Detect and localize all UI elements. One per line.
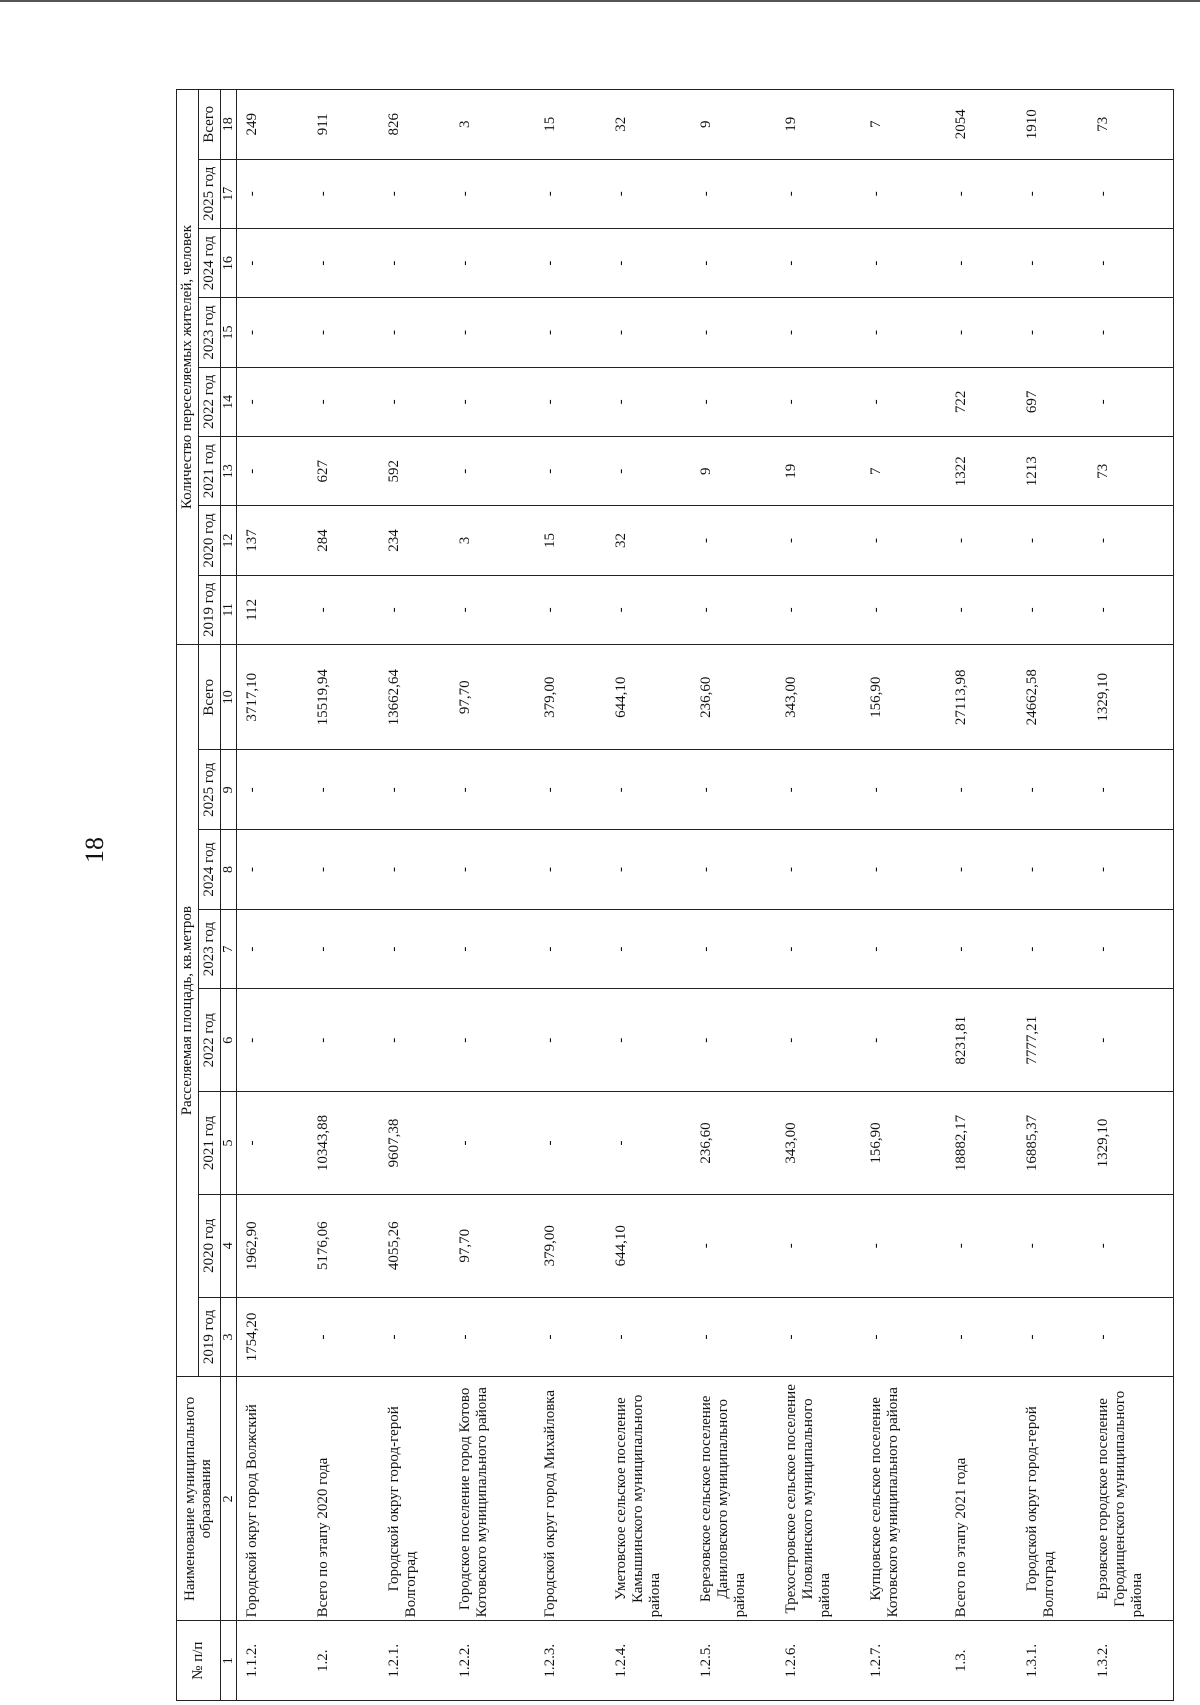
area-cell: - xyxy=(776,989,861,1092)
area-cell: - xyxy=(606,989,691,1092)
header-column-number: 7 xyxy=(220,909,237,989)
municipality-name: Городской округ город-герой Волгоград xyxy=(1017,1377,1088,1621)
people-cell: - xyxy=(1088,506,1174,575)
table-row xyxy=(535,90,606,1701)
area-cell: - xyxy=(1017,909,1088,989)
header-column-number: 8 xyxy=(220,830,237,910)
people-cell: - xyxy=(691,575,776,644)
area-cell: - xyxy=(535,1092,606,1195)
area-cell: - xyxy=(946,830,1017,910)
municipality-name: Всего по этапу 2021 года xyxy=(946,1377,1017,1621)
people-cell: - xyxy=(1017,159,1088,228)
area-cell: - xyxy=(606,830,691,910)
header-people-year: 2024 год xyxy=(198,228,220,297)
people-cell: 911 xyxy=(308,90,379,160)
header-name: Наименование муниципального образования xyxy=(177,1377,221,1621)
people-cell: 3 xyxy=(450,506,535,575)
area-cell: 156,90 xyxy=(861,645,946,750)
people-cell: - xyxy=(691,506,776,575)
row-number: 1.2.6. xyxy=(776,1621,861,1701)
people-cell: - xyxy=(237,298,309,367)
area-cell: 379,00 xyxy=(535,645,606,750)
area-cell: - xyxy=(535,909,606,989)
header-column-number: 14 xyxy=(220,367,237,436)
area-cell: 236,60 xyxy=(691,1092,776,1195)
people-cell: - xyxy=(1088,575,1174,644)
area-cell: - xyxy=(379,989,450,1092)
header-column-number: 18 xyxy=(220,90,237,160)
people-cell: 592 xyxy=(379,437,450,506)
people-cell: - xyxy=(861,506,946,575)
people-cell: - xyxy=(535,367,606,436)
area-cell: - xyxy=(450,1297,535,1377)
header-column-number: 3 xyxy=(220,1297,237,1377)
header-column-numbers xyxy=(220,90,237,1701)
people-cell: 15 xyxy=(535,506,606,575)
people-cell: - xyxy=(946,575,1017,644)
area-cell: - xyxy=(308,989,379,1092)
area-cell: - xyxy=(237,989,309,1092)
area-cell: 8231,81 xyxy=(946,989,1017,1092)
people-cell: 2054 xyxy=(946,90,1017,160)
area-cell: 16885,37 xyxy=(1017,1092,1088,1195)
area-cell: - xyxy=(606,1297,691,1377)
people-cell: - xyxy=(379,228,450,297)
header-column-number: 11 xyxy=(220,575,237,644)
header-column-number: 6 xyxy=(220,989,237,1092)
header-area-year: 2021 год xyxy=(198,1092,220,1195)
header-column-number: 9 xyxy=(220,750,237,830)
people-cell: - xyxy=(450,575,535,644)
header-num: № п/п xyxy=(177,1621,221,1701)
municipality-name: Купцовское сельское поселение Котовского муниципального района xyxy=(861,1377,946,1621)
area-cell: - xyxy=(535,830,606,910)
header-people-year: 2021 год xyxy=(198,437,220,506)
people-cell: - xyxy=(861,159,946,228)
table-body xyxy=(237,90,1174,1701)
people-cell: - xyxy=(535,228,606,297)
area-cell: 4055,26 xyxy=(379,1194,450,1297)
people-cell: - xyxy=(308,159,379,228)
people-cell: - xyxy=(450,437,535,506)
area-cell: - xyxy=(861,1194,946,1297)
header-column-number: 17 xyxy=(220,159,237,228)
row-number: 1.2.2. xyxy=(450,1621,535,1701)
row-number: 1.2. xyxy=(308,1621,379,1701)
row-number: 1.2.1. xyxy=(379,1621,450,1701)
area-cell: 156,90 xyxy=(861,1092,946,1195)
row-number: 1.2.3. xyxy=(535,1621,606,1701)
table-row xyxy=(308,90,379,1701)
table-row xyxy=(776,90,861,1701)
area-cell: 9607,38 xyxy=(379,1092,450,1195)
area-cell: - xyxy=(450,909,535,989)
people-cell: - xyxy=(535,437,606,506)
people-cell: - xyxy=(535,159,606,228)
people-cell: - xyxy=(379,367,450,436)
municipality-name: Ерзовское городское поселение Городищенского муниципального района xyxy=(1088,1377,1174,1621)
area-cell: - xyxy=(1017,830,1088,910)
area-cell: - xyxy=(535,989,606,1092)
people-cell: - xyxy=(776,575,861,644)
table-header xyxy=(177,90,237,1701)
area-cell: - xyxy=(861,989,946,1092)
table-row xyxy=(1017,90,1088,1701)
people-cell: 73 xyxy=(1088,90,1174,160)
people-cell: 73 xyxy=(1088,437,1174,506)
area-cell: - xyxy=(1088,1194,1174,1297)
people-cell: 1213 xyxy=(1017,437,1088,506)
area-cell: - xyxy=(776,909,861,989)
area-cell: 24662,58 xyxy=(1017,645,1088,750)
table-row xyxy=(450,90,535,1701)
area-cell: - xyxy=(691,909,776,989)
area-cell: 15519,94 xyxy=(308,645,379,750)
area-cell: - xyxy=(450,989,535,1092)
people-cell: - xyxy=(606,228,691,297)
header-column-number: 2 xyxy=(220,1377,237,1621)
header-area-year: 2019 год xyxy=(198,1297,220,1377)
area-cell: - xyxy=(450,830,535,910)
municipality-name: Всего по этапу 2020 года xyxy=(308,1377,379,1621)
people-cell: - xyxy=(237,437,309,506)
table-row xyxy=(691,90,776,1701)
area-cell: - xyxy=(691,1194,776,1297)
people-cell: - xyxy=(379,159,450,228)
header-column-number: 16 xyxy=(220,228,237,297)
people-cell: 249 xyxy=(237,90,309,160)
area-cell: - xyxy=(379,830,450,910)
people-cell: - xyxy=(606,575,691,644)
people-cell: 826 xyxy=(379,90,450,160)
municipality-name: Городской округ город-герой Волгоград xyxy=(379,1377,450,1621)
header-area-year: Всего xyxy=(198,645,220,750)
row-number: 1.1.2. xyxy=(237,1621,309,1701)
people-cell: - xyxy=(606,298,691,367)
area-cell: - xyxy=(1088,1297,1174,1377)
people-cell: - xyxy=(1088,159,1174,228)
area-cell: 5176,06 xyxy=(308,1194,379,1297)
area-cell: - xyxy=(861,1297,946,1377)
people-cell: 112 xyxy=(237,575,309,644)
people-cell: - xyxy=(308,228,379,297)
people-cell: - xyxy=(237,367,309,436)
area-cell: 10343,88 xyxy=(308,1092,379,1195)
area-cell: - xyxy=(946,1194,1017,1297)
people-cell: - xyxy=(946,159,1017,228)
header-column-number: 5 xyxy=(220,1092,237,1195)
people-cell: 1322 xyxy=(946,437,1017,506)
header-people-year: 2020 год xyxy=(198,506,220,575)
municipality-name: Городской округ город Волжский xyxy=(237,1377,309,1621)
people-cell: 9 xyxy=(691,90,776,160)
row-number: 1.3.1. xyxy=(1017,1621,1088,1701)
people-cell: - xyxy=(1088,367,1174,436)
area-cell: 343,00 xyxy=(776,1092,861,1195)
people-cell: - xyxy=(308,367,379,436)
people-cell: - xyxy=(379,298,450,367)
area-cell: - xyxy=(1017,1194,1088,1297)
people-cell: 15 xyxy=(535,90,606,160)
people-cell: - xyxy=(450,159,535,228)
area-cell: 1329,10 xyxy=(1088,645,1174,750)
people-cell: - xyxy=(776,298,861,367)
area-cell: - xyxy=(776,830,861,910)
area-cell: 97,70 xyxy=(450,645,535,750)
table-row xyxy=(379,90,450,1701)
header-area-year: 2023 год xyxy=(198,909,220,989)
people-cell: - xyxy=(691,228,776,297)
header-people-group: Количество переселяемых жителей, человек xyxy=(177,90,199,645)
area-cell: - xyxy=(861,909,946,989)
area-cell: - xyxy=(1088,750,1174,830)
area-cell: 236,60 xyxy=(691,645,776,750)
people-cell: 722 xyxy=(946,367,1017,436)
people-cell: - xyxy=(1017,506,1088,575)
area-cell: - xyxy=(1017,750,1088,830)
area-cell: - xyxy=(691,989,776,1092)
header-people-year: Всего xyxy=(198,90,220,160)
people-cell: 284 xyxy=(308,506,379,575)
area-cell: 379,00 xyxy=(535,1194,606,1297)
header-area-year: 2022 год xyxy=(198,989,220,1092)
people-cell: 9 xyxy=(691,437,776,506)
people-cell: 32 xyxy=(606,506,691,575)
people-cell: - xyxy=(861,228,946,297)
people-cell: - xyxy=(450,228,535,297)
area-cell: - xyxy=(379,909,450,989)
area-cell: 7777,21 xyxy=(1017,989,1088,1092)
resettlement-table xyxy=(176,89,1174,1701)
people-cell: - xyxy=(1088,298,1174,367)
area-cell: - xyxy=(379,750,450,830)
row-number: 1.3.2. xyxy=(1088,1621,1174,1701)
people-cell: 3 xyxy=(450,90,535,160)
people-cell: - xyxy=(606,437,691,506)
area-cell: 97,70 xyxy=(450,1194,535,1297)
people-cell: 234 xyxy=(379,506,450,575)
area-cell: 3717,10 xyxy=(237,645,309,750)
header-people-year: 2019 год xyxy=(198,575,220,644)
people-cell: - xyxy=(776,159,861,228)
people-cell: 7 xyxy=(861,437,946,506)
people-cell: - xyxy=(861,298,946,367)
people-cell: - xyxy=(946,298,1017,367)
municipality-name: Городской округ город Михайловка xyxy=(535,1377,606,1621)
municipality-name: Городское поселение город Котово Котовского муниципального района xyxy=(450,1377,535,1621)
area-cell: - xyxy=(946,909,1017,989)
table-row xyxy=(237,90,309,1701)
header-area-year: 2020 год xyxy=(198,1194,220,1297)
municipality-name: Березовское сельское поселение Даниловского муниципального района xyxy=(691,1377,776,1621)
table-row xyxy=(861,90,946,1701)
area-cell: - xyxy=(606,1092,691,1195)
area-cell: - xyxy=(691,830,776,910)
header-column-number: 13 xyxy=(220,437,237,506)
header-column-number: 1 xyxy=(220,1621,237,1701)
row-number: 1.2.5. xyxy=(691,1621,776,1701)
area-cell: 1329,10 xyxy=(1088,1092,1174,1195)
table-row xyxy=(606,90,691,1701)
row-number: 1.3. xyxy=(946,1621,1017,1701)
people-cell: - xyxy=(535,298,606,367)
people-cell: 627 xyxy=(308,437,379,506)
area-cell: - xyxy=(1088,830,1174,910)
area-cell: - xyxy=(535,1297,606,1377)
header-area-year: 2025 год xyxy=(198,750,220,830)
people-cell: 7 xyxy=(861,90,946,160)
area-cell: - xyxy=(1088,909,1174,989)
people-cell: - xyxy=(450,367,535,436)
header-people-year: 2022 год xyxy=(198,367,220,436)
people-cell: - xyxy=(776,228,861,297)
row-number: 1.2.4. xyxy=(606,1621,691,1701)
area-cell: - xyxy=(308,830,379,910)
area-cell: - xyxy=(606,750,691,830)
area-cell: 343,00 xyxy=(776,645,861,750)
municipality-name: Уметовское сельское поселение Камышинского муниципального района xyxy=(606,1377,691,1621)
people-cell: - xyxy=(691,367,776,436)
area-cell: - xyxy=(861,830,946,910)
people-cell: - xyxy=(946,506,1017,575)
header-column-number: 12 xyxy=(220,506,237,575)
people-cell: - xyxy=(1017,298,1088,367)
header-area-year: 2024 год xyxy=(198,830,220,910)
people-cell: - xyxy=(535,575,606,644)
people-cell: - xyxy=(450,298,535,367)
area-cell: - xyxy=(308,1297,379,1377)
area-cell: - xyxy=(606,909,691,989)
people-cell: - xyxy=(1088,228,1174,297)
people-cell: - xyxy=(606,159,691,228)
area-cell: 27113,98 xyxy=(946,645,1017,750)
area-cell: - xyxy=(1088,989,1174,1092)
row-number: 1.2.7. xyxy=(861,1621,946,1701)
area-cell: - xyxy=(308,909,379,989)
area-cell: - xyxy=(450,750,535,830)
area-cell: - xyxy=(776,1194,861,1297)
area-cell: - xyxy=(308,750,379,830)
header-area-group: Расселяемая площадь, кв.метров xyxy=(177,645,199,1377)
header-people-year: 2023 год xyxy=(198,298,220,367)
people-cell: 32 xyxy=(606,90,691,160)
area-cell: - xyxy=(776,1297,861,1377)
people-cell: 19 xyxy=(776,90,861,160)
header-column-number: 4 xyxy=(220,1194,237,1297)
table-row xyxy=(946,90,1017,1701)
people-cell: - xyxy=(691,298,776,367)
people-cell: 19 xyxy=(776,437,861,506)
people-cell: - xyxy=(379,575,450,644)
area-cell: - xyxy=(237,750,309,830)
area-cell: - xyxy=(691,1297,776,1377)
area-cell: 13662,64 xyxy=(379,645,450,750)
people-cell: - xyxy=(308,575,379,644)
people-cell: - xyxy=(308,298,379,367)
area-cell: - xyxy=(535,750,606,830)
header-people-year: 2025 год xyxy=(198,159,220,228)
header-column-number: 15 xyxy=(220,298,237,367)
people-cell: 697 xyxy=(1017,367,1088,436)
municipality-name: Трехостровское сельское поселение Иловлинского муниципального района xyxy=(776,1377,861,1621)
people-cell: - xyxy=(776,367,861,436)
people-cell: - xyxy=(1017,575,1088,644)
people-cell: - xyxy=(776,506,861,575)
people-cell: - xyxy=(946,228,1017,297)
area-cell: - xyxy=(379,1297,450,1377)
area-cell: - xyxy=(237,1092,309,1195)
people-cell: - xyxy=(237,228,309,297)
area-cell: 644,10 xyxy=(606,645,691,750)
people-cell: - xyxy=(861,367,946,436)
area-cell: - xyxy=(237,909,309,989)
area-cell: 1754,20 xyxy=(237,1297,309,1377)
area-cell: - xyxy=(946,1297,1017,1377)
page-number: 18 xyxy=(80,837,109,863)
people-cell: - xyxy=(237,159,309,228)
people-cell: - xyxy=(691,159,776,228)
people-cell: - xyxy=(1017,228,1088,297)
header-column-number: 10 xyxy=(220,645,237,750)
people-cell: - xyxy=(861,575,946,644)
people-cell: - xyxy=(606,367,691,436)
area-cell: - xyxy=(861,750,946,830)
area-cell: - xyxy=(450,1092,535,1195)
area-cell: 1962,90 xyxy=(237,1194,309,1297)
area-cell: - xyxy=(1017,1297,1088,1377)
area-cell: - xyxy=(691,750,776,830)
people-cell: 137 xyxy=(237,506,309,575)
table-row xyxy=(1088,90,1174,1701)
people-cell: 1910 xyxy=(1017,90,1088,160)
area-cell: 18882,17 xyxy=(946,1092,1017,1195)
area-cell: - xyxy=(776,750,861,830)
area-cell: - xyxy=(237,830,309,910)
area-cell: 644,10 xyxy=(606,1194,691,1297)
area-cell: - xyxy=(946,750,1017,830)
